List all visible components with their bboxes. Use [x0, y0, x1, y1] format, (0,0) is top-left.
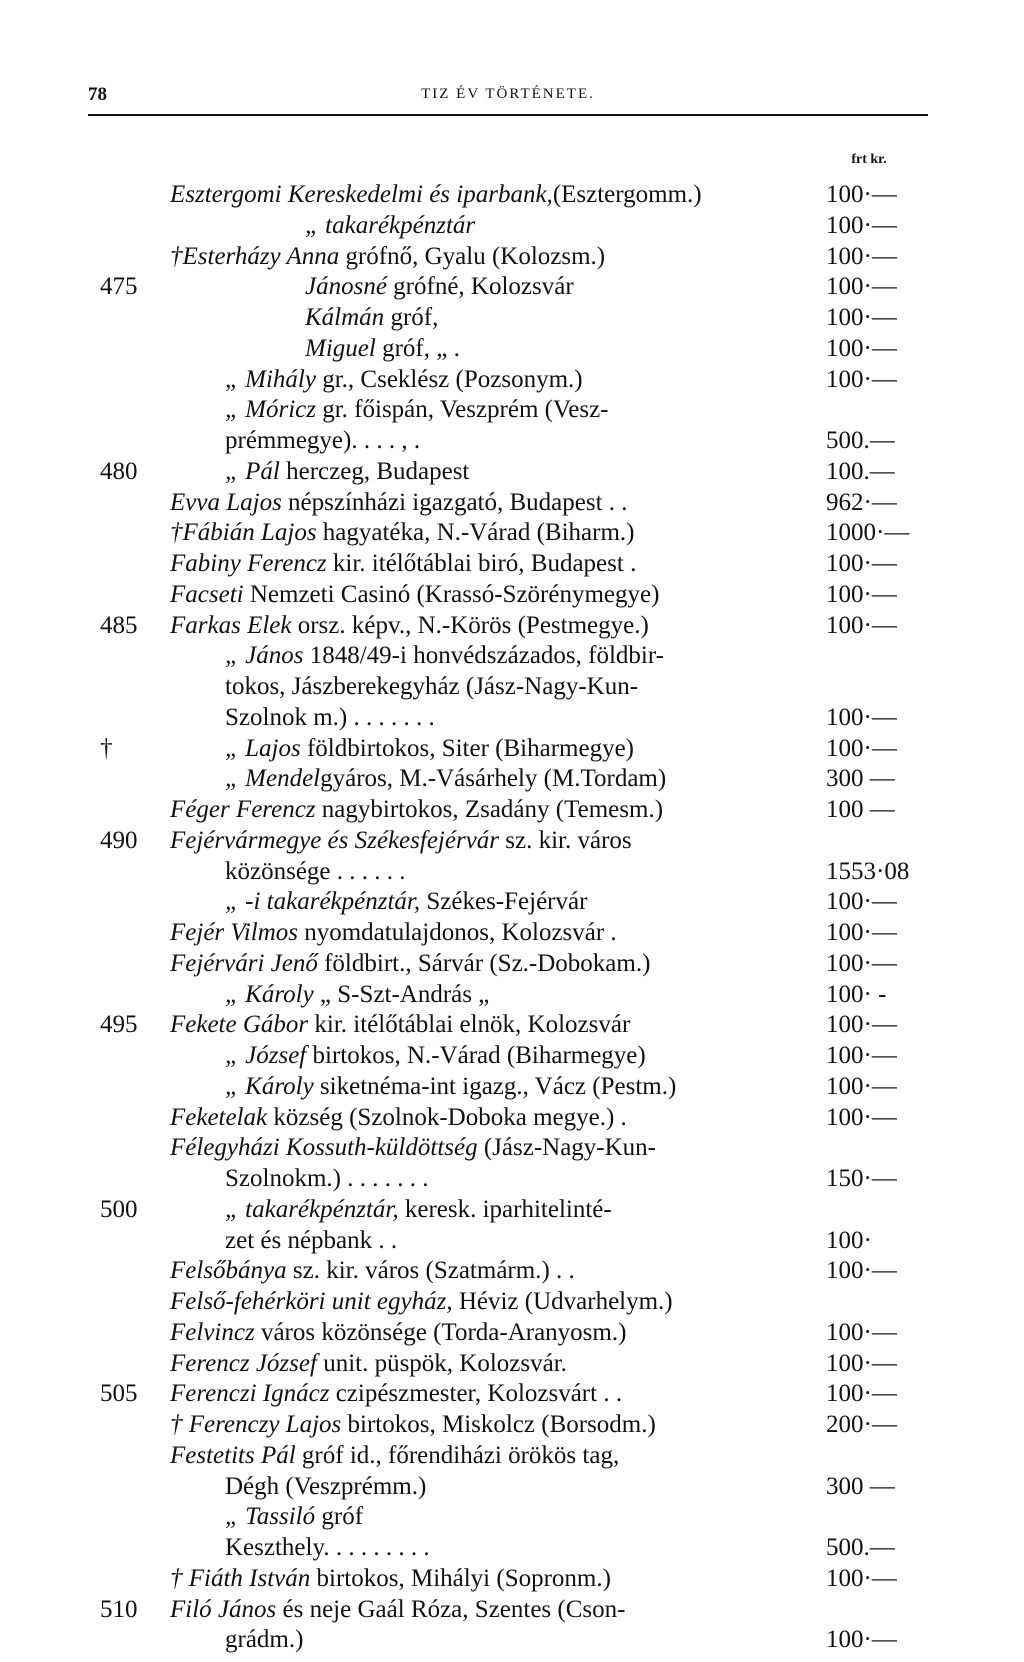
- entry-name: †Esterházy Anna: [170, 242, 340, 270]
- entry-name: Fekete Gábor: [170, 1011, 309, 1039]
- entry-name: „ Tassiló: [225, 1503, 316, 1531]
- entry-text: [225, 1041, 810, 1072]
- list-line: [0, 795, 1024, 826]
- entry-name: Felsőbánya: [170, 1257, 287, 1285]
- entry-detail: „ S-Szt-András „: [313, 980, 490, 1008]
- list-line: [0, 549, 1024, 580]
- list-line: [0, 1287, 1024, 1318]
- entry-name: Facseti: [170, 580, 244, 608]
- entry-text: [305, 334, 810, 365]
- entry-amount: 100 —: [826, 796, 895, 823]
- entry-detail: kir. itélőtáblai biró, Budapest .: [326, 550, 637, 577]
- entry-text: [225, 734, 810, 765]
- entry-name: Ferenczi Ignácz: [170, 1380, 330, 1408]
- list-line: [0, 1226, 1024, 1257]
- donor-list: [0, 180, 1024, 1656]
- entry-name: Fabiny Ferencz: [170, 550, 327, 577]
- entry-amount: 962·—: [826, 488, 897, 516]
- entry-amount: 100·—: [826, 919, 897, 946]
- entry-detail: nagybirtokos, Zsadány (Temesm.): [315, 796, 664, 823]
- list-line: [0, 1533, 1024, 1564]
- running-title: TIZ ÉV TÖRTÉNETE.: [421, 86, 595, 102]
- entry-name: Ferencz József: [170, 1349, 317, 1377]
- entry-detail: földbirtokos, Siter (Biharmegye): [300, 734, 634, 762]
- entry-amount: 1000·—: [826, 519, 910, 547]
- entry-amount: 100·—: [826, 1042, 897, 1069]
- entry-amount: 100·—: [826, 703, 897, 731]
- list-line: [0, 518, 1024, 549]
- entry-detail: birtokos, Mihályi (Sopronm.): [310, 1564, 611, 1592]
- entry-amount: 300 —: [826, 1472, 895, 1500]
- list-line: [0, 1103, 1024, 1134]
- entry-detail: népszínházi igazgató, Budapest . .: [281, 488, 628, 516]
- entry-text: [170, 1595, 810, 1626]
- list-line: [0, 641, 1024, 672]
- entry-amount: 100.—: [826, 457, 895, 485]
- entry-text: [225, 857, 810, 888]
- entry-amount: 100·—: [826, 181, 897, 208]
- list-line: [0, 703, 1024, 734]
- entry-text: [170, 1287, 810, 1318]
- entry-amount: 100·—: [826, 211, 897, 239]
- entry-detail: (Esztergomm.): [552, 181, 702, 208]
- list-line: [0, 949, 1024, 980]
- entry-detail: Szolnok m.) . . . . . . .: [225, 703, 435, 731]
- entry-number: 475: [100, 273, 138, 301]
- list-line: [0, 1441, 1024, 1472]
- entry-text: [170, 1349, 810, 1380]
- entry-amount: 100·—: [826, 611, 897, 639]
- entry-number: 500: [100, 1195, 138, 1223]
- entry-text: [225, 1164, 810, 1195]
- entry-text: [225, 703, 810, 734]
- entry-detail: gróf, „ .: [375, 334, 460, 362]
- entry-text: [170, 1379, 810, 1410]
- entry-amount: 100·—: [826, 550, 897, 577]
- entry-amount: 100·—: [826, 1103, 897, 1131]
- entry-text: [225, 764, 810, 795]
- entry-text: [225, 887, 810, 918]
- entry-text: [225, 426, 810, 457]
- entry-text: [170, 242, 810, 273]
- entry-detail: nyomdatulajdonos, Kolozsvár .: [297, 919, 617, 946]
- entry-amount: 100·—: [826, 365, 897, 393]
- entry-text: [305, 303, 810, 334]
- amount-column-header: frt kr.: [851, 152, 887, 167]
- entry-text: [225, 1195, 810, 1226]
- entry-text: [225, 641, 810, 672]
- list-line: [0, 980, 1024, 1011]
- list-line: [0, 826, 1024, 857]
- entry-detail: birtokos, N.-Várad (Biharmegye): [306, 1042, 646, 1069]
- entry-detail: unit. püspök, Kolozsvár.: [316, 1349, 567, 1377]
- list-line: [0, 1349, 1024, 1380]
- entry-name: Jánosné: [305, 273, 387, 301]
- entry-text: [225, 672, 810, 703]
- entry-number: †: [100, 734, 113, 762]
- list-line: [0, 1195, 1024, 1226]
- entry-text: [225, 1502, 810, 1533]
- list-line: [0, 1379, 1024, 1410]
- entry-text: [225, 1226, 810, 1257]
- entry-name: „ János: [225, 642, 304, 670]
- entry-name: „ takarékpénztár: [305, 211, 476, 239]
- entry-detail: sz. kir. város (Szatmárm.) . .: [286, 1257, 575, 1285]
- entry-detail: grófné, Kolozsvár: [386, 273, 574, 301]
- entry-name: „ Károly: [225, 1072, 314, 1100]
- page-header: [88, 80, 928, 116]
- entry-detail: gr., Cseklész (Pozsonym.): [315, 365, 583, 393]
- entry-name: † Ferenczy Lajos: [170, 1411, 342, 1438]
- list-line: [0, 1595, 1024, 1626]
- list-line: [0, 672, 1024, 703]
- entry-text: [170, 826, 810, 857]
- list-line: [0, 1410, 1024, 1441]
- list-line: [0, 1472, 1024, 1503]
- list-line: [0, 1625, 1024, 1656]
- entry-detail: 1848/49-i honvédszázados, földbir-: [303, 642, 665, 670]
- list-line: [0, 580, 1024, 611]
- entry-number: 495: [100, 1011, 138, 1039]
- entry-text: [170, 1103, 810, 1134]
- entry-number: 505: [100, 1380, 138, 1408]
- entry-detail: prémmegye). . . . , .: [225, 427, 421, 454]
- entry-detail: keresk. iparhitelinté-: [398, 1195, 612, 1223]
- entry-amount: 150·—: [826, 1165, 897, 1192]
- list-line: [0, 395, 1024, 426]
- list-line: [0, 764, 1024, 795]
- list-line: [0, 334, 1024, 365]
- list-line: [0, 457, 1024, 488]
- entry-amount: 100·—: [826, 1380, 897, 1408]
- entry-name: Fejérvári Jenő: [170, 949, 318, 977]
- entry-text: [225, 395, 810, 426]
- entry-text: [170, 180, 810, 211]
- entry-text: [225, 980, 810, 1011]
- entry-detail: (Jász-Nagy-Kun-: [477, 1134, 656, 1162]
- entry-text: [225, 1472, 810, 1503]
- entry-text: [170, 488, 810, 519]
- entry-detail: orsz. képv., N.-Körös (Pestmegye.): [291, 611, 649, 639]
- entry-text: [170, 1133, 810, 1164]
- entry-name: Fejér Vilmos: [170, 919, 298, 946]
- entry-amount: 500.—: [826, 427, 895, 454]
- entry-detail: czipészmester, Kolozsvárt . .: [329, 1380, 623, 1408]
- entry-text: [170, 1010, 810, 1041]
- entry-name: † Fiáth István: [170, 1564, 311, 1592]
- list-line: [0, 365, 1024, 396]
- entry-amount: 100·—: [826, 1318, 897, 1346]
- entry-name: „ Móricz: [225, 396, 316, 424]
- entry-text: [225, 1625, 810, 1656]
- entry-text: [170, 611, 810, 642]
- entry-detail: és neje Gaál Róza, Szentes (Cson-: [276, 1595, 626, 1623]
- list-line: [0, 918, 1024, 949]
- entry-detail: Héviz (Udvarhelym.): [452, 1288, 673, 1315]
- entry-detail: kir. itélőtáblai elnök, Kolozsvár: [308, 1011, 631, 1039]
- list-line: [0, 211, 1024, 242]
- entry-detail: herczeg, Budapest: [279, 457, 470, 485]
- entry-amount: 100·—: [826, 1626, 897, 1654]
- list-line: [0, 1041, 1024, 1072]
- entry-detail: Székes-Fejérvár: [420, 888, 588, 916]
- entry-detail: gróf: [315, 1503, 364, 1531]
- entry-detail: Dégh (Veszprémm.): [225, 1472, 427, 1500]
- entry-text: [170, 949, 810, 980]
- entry-amount: 100·—: [826, 1072, 897, 1100]
- entry-number: 480: [100, 457, 138, 485]
- entry-text: [170, 1318, 810, 1349]
- entry-text: [305, 272, 810, 303]
- entry-text: [170, 1564, 810, 1595]
- entry-detail: hagyatéka, N.-Várad (Biharm.): [316, 519, 635, 547]
- list-line: [0, 734, 1024, 765]
- entry-text: [225, 1533, 810, 1564]
- list-line: [0, 180, 1024, 211]
- entry-detail: gróf,: [384, 304, 439, 331]
- entry-name: „ Mihály: [225, 365, 316, 393]
- list-line: [0, 1318, 1024, 1349]
- entry-text: [225, 365, 810, 396]
- list-line: [0, 1164, 1024, 1195]
- entry-detail: gróf id., főrendiházi örökös tag,: [295, 1441, 620, 1469]
- list-line: [0, 1133, 1024, 1164]
- entry-amount: 100·—: [826, 242, 897, 270]
- entry-amount: 1553·08: [826, 857, 910, 885]
- entry-text: [225, 457, 810, 488]
- entry-number: 510: [100, 1595, 138, 1623]
- entry-detail: grádm.): [225, 1626, 304, 1654]
- list-line: [0, 611, 1024, 642]
- entry-detail: Szolnokm.) . . . . . . .: [225, 1165, 429, 1192]
- entry-name: Farkas Elek: [170, 611, 292, 639]
- entry-name: Evva Lajos: [170, 488, 282, 516]
- entry-amount: 100·—: [826, 949, 897, 977]
- entry-amount: 100·—: [826, 1564, 897, 1592]
- entry-name: Fejérvármegye és Székesfejérvár: [170, 826, 500, 854]
- entry-detail: Nemzeti Casinó (Krassó-Szörénymegye): [243, 580, 660, 608]
- entry-detail: tokos, Jászberekegyház (Jász-Nagy-Kun-: [225, 673, 639, 700]
- entry-amount: 200·—: [826, 1411, 897, 1438]
- entry-detail: gyáros, M.-Vásárhely (M.Tordam): [320, 765, 667, 793]
- list-line: [0, 1564, 1024, 1595]
- list-line: [0, 1072, 1024, 1103]
- entry-number: 485: [100, 611, 138, 639]
- entry-name: Kálmán: [305, 304, 385, 331]
- entry-detail: grófnő, Gyalu (Kolozsm.): [339, 242, 606, 270]
- entry-name: „ -i takarékpénztár,: [225, 888, 421, 916]
- list-line: [0, 488, 1024, 519]
- entry-text: [170, 580, 810, 611]
- entry-amount: 100· -: [826, 980, 887, 1008]
- entry-name: „ József: [225, 1042, 307, 1069]
- entry-detail: siketnéma-int igazg., Vácz (Pestm.): [313, 1072, 677, 1100]
- entry-detail: város közönsége (Torda-Aranyosm.): [254, 1318, 627, 1346]
- entry-name: †Fábián Lajos: [170, 519, 317, 547]
- entry-detail: zet és népbank . .: [225, 1226, 398, 1254]
- list-line: [0, 1502, 1024, 1533]
- entry-detail: földbirt., Sárvár (Sz.-Dobokam.): [317, 949, 651, 977]
- list-line: [0, 303, 1024, 334]
- entry-name: „ Pál: [225, 457, 280, 485]
- entry-number: 490: [100, 826, 138, 854]
- entry-text: [170, 1256, 810, 1287]
- entry-amount: 100·—: [826, 1349, 897, 1377]
- entry-text: [305, 211, 810, 242]
- entry-amount: 100·—: [826, 304, 897, 331]
- entry-detail: Keszthely. . . . . . . . .: [225, 1534, 430, 1561]
- entry-amount: 100·—: [826, 1011, 897, 1039]
- entry-name: Feketelak: [170, 1103, 268, 1131]
- list-line: [0, 1256, 1024, 1287]
- entry-text: [225, 1072, 810, 1103]
- entry-amount: 100·—: [826, 734, 897, 762]
- entry-detail: birtokos, Miskolcz (Borsodm.): [341, 1411, 656, 1438]
- list-line: [0, 887, 1024, 918]
- entry-detail: sz. kir. város: [499, 826, 632, 854]
- list-line: [0, 857, 1024, 888]
- entry-text: [170, 549, 810, 580]
- entry-amount: 100·—: [826, 888, 897, 916]
- entry-text: [170, 1441, 810, 1472]
- entry-detail: közönsége . . . . . .: [225, 857, 406, 885]
- entry-name: Esztergomi Kereskedelmi és iparbank,: [170, 181, 553, 208]
- page-number: 78: [88, 84, 107, 105]
- entry-name: Félegyházi Kossuth-küldöttség: [170, 1134, 478, 1162]
- entry-amount: 100·—: [826, 273, 897, 301]
- list-line: [0, 426, 1024, 457]
- list-line: [0, 1010, 1024, 1041]
- entry-name: Féger Ferencz: [170, 796, 316, 823]
- entry-detail: község (Szolnok-Doboka megye.) .: [267, 1103, 627, 1131]
- entry-amount: 100·—: [826, 580, 897, 608]
- entry-name: „ takarékpénztár,: [225, 1195, 399, 1223]
- entry-text: [170, 518, 810, 549]
- entry-text: [170, 795, 810, 826]
- entry-name: „ Mendel: [225, 765, 321, 793]
- entry-text: [170, 1410, 810, 1441]
- entry-amount: 300 —: [826, 765, 895, 793]
- entry-name: Festetits Pál: [170, 1441, 296, 1469]
- entry-name: „ Lajos: [225, 734, 301, 762]
- entry-detail: gr. főispán, Veszprém (Vesz-: [315, 396, 609, 424]
- entry-name: Felső-fehérköri unit egyház,: [170, 1288, 453, 1315]
- entry-amount: 100·: [826, 1226, 872, 1254]
- list-line: [0, 272, 1024, 303]
- entry-amount: 100·—: [826, 1257, 897, 1285]
- entry-name: „ Károly: [225, 980, 314, 1008]
- entry-name: Filó János: [170, 1595, 277, 1623]
- entry-name: Felvincz: [170, 1318, 255, 1346]
- entry-text: [170, 918, 810, 949]
- entry-name: Miguel: [305, 334, 376, 362]
- entry-amount: 500.—: [826, 1534, 895, 1561]
- list-line: [0, 242, 1024, 273]
- entry-amount: 100·—: [826, 334, 897, 362]
